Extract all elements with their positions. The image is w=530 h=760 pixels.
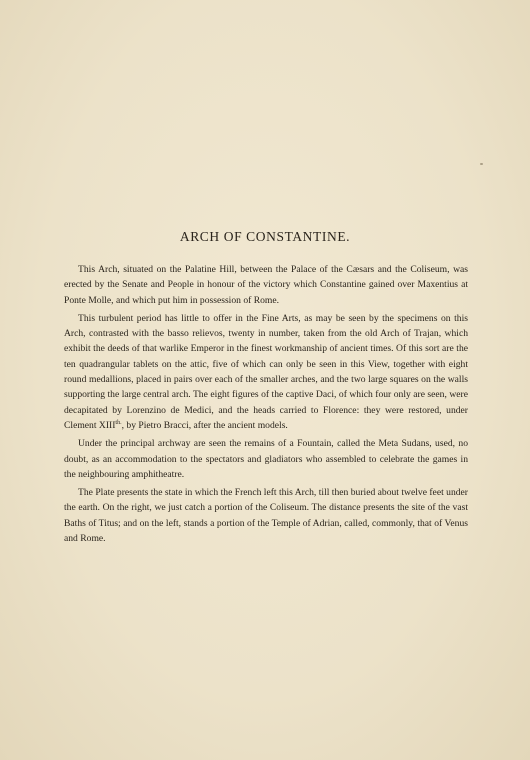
paragraph-2 — [64, 311, 468, 433]
page-title: ARCH OF CONSTANTINE. — [179, 229, 351, 244]
superscript: th. — [115, 419, 122, 426]
paragraph-1: This Arch, situated on the Palatine Hill, between the Palace of the Cæsars and the Coliseum, was erected by the Senate and People in honour of the victory which Constantine gained over Maxentius at Ponte Molle, and which put him in possession of Rome. — [64, 264, 468, 306]
paragraph-4: The Plate presents the state in which the French left this Arch, till then buried about twelve feet under the earth. On the right, we just catch a portion of the Coliseum. The distance presents the site of the vast Baths of Titus; and on the left, stands a portion of the Temple of Adrian, called, commonly, that of Venus and Rome. — [64, 487, 468, 545]
paragraph-3: Under the principal archway are seen the remains of a Fountain, called the Meta Sudans, used, no doubt, as an accommodation to the spectators and gladiators who assembled to celebrate the games in the neighbouring amphitheatre. — [64, 438, 468, 480]
body-text — [64, 262, 468, 549]
paragraph-2-tail: , by Pietro Bracci, after the ancient models. — [121, 419, 288, 431]
paper-speck — [480, 163, 483, 165]
paragraph-2-main: This turbulent period has little to offer in the Fine Arts, as may be seen by the specimens on this Arch, contrasted with the basso relievos, twenty in number, taken from the old Arch of Trajan, which exhibit the deeds of that warlike Emperor in the finest workmanship of ancient times. Of this sort are the ten quadrangular tablets on the attic, five of which can only be seen in this View, together with eight round medallions, placed in pairs over each of the smaller arches, and the two large squares on the walls supporting the large central arch. The eight figures of the captive Daci, of which four only are seen, were decapitated by Lorenzino de Medici, and the heads carried to Florence: they were restored, under Clement XIII — [64, 312, 468, 431]
